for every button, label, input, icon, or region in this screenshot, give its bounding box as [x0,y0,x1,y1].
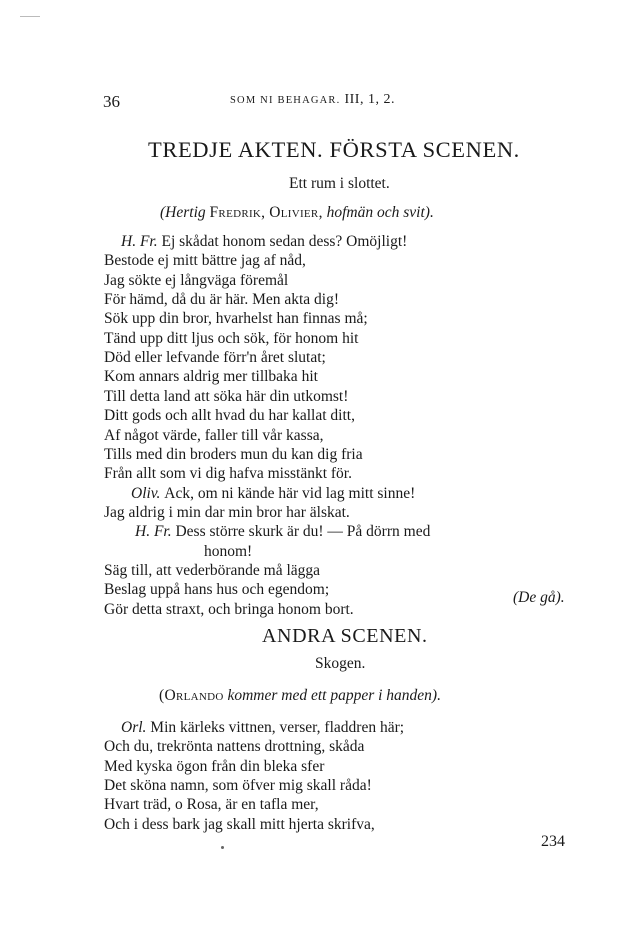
verse-text: Ej skådat honom sedan dess? Omöjligt! [161,233,408,250]
verse-line [104,367,318,386]
verse-text: Bestode ej mitt bättre jag af nåd, [104,252,306,270]
verse-line [104,406,355,425]
verse-line [104,795,319,814]
verse-text: honom! [204,542,253,560]
verse-line [104,757,324,776]
verse-text: Af något värde, faller till vår kassa, [104,426,324,444]
verse-line [104,348,326,367]
stage-rest: kommer med ett papper i handen). [227,687,441,704]
verse-text: Dess större skurk är du! — På dörrn med [175,523,431,541]
speaker-name: H. Fr. [121,233,162,250]
verse-line [104,737,364,756]
running-title-caps: SOM NI BEHAGAR. [230,95,341,106]
speaker-name: Oliv. [131,484,165,502]
character-name: Fredrik, [209,204,266,221]
verse-line [104,445,363,464]
stage-direction [160,204,434,222]
verse-text: Med kyska ögon från din bleka sfer [104,757,325,775]
verse-line [204,542,252,561]
running-title-ref: III, 1, 2. [344,92,395,107]
verse-text: Sök upp din bror, hvarhelst han finnas må; [104,310,368,328]
stage-rest: hofmän och svit). [326,204,434,221]
speaker-name: H. Fr. [135,523,176,541]
verse-text: Jag sökte ej långväga föremål [104,271,289,289]
character-name: Olivier, [269,204,323,221]
verse-line [104,561,320,580]
verse-line [104,290,339,309]
ink-dot [221,846,224,849]
verse-text: Beslag uppå hans hus och egendom; [104,581,330,599]
verse-text: Ditt gods och allt hvad du har kallat ditt, [104,407,355,425]
verse-text: Tänd upp ditt ljus och sök, för honom hit [104,329,359,347]
verse-text: Gör detta straxt, och bringa honom bort. [104,600,354,618]
verse-line [104,503,350,522]
verse-text: Hvart träd, o Rosa, är en tafla mer, [104,796,319,814]
verse-line [121,718,404,737]
verse-line [135,522,430,541]
exit-direction: (De gå). [513,589,565,606]
verse-line [104,426,324,445]
verse-text: Ack, om ni kände här vid lag mitt sinne! [164,484,416,502]
verse-line [104,464,352,483]
verse-text: Jag aldrig i min dar min bror har älskat. [104,503,350,521]
verse-text: Min kärleks vittnen, verser, fladdren här; [150,719,405,736]
verse-text: För hämd, då du är här. Men akta dig! [104,291,340,309]
verse-line [104,815,375,834]
signature-number: 234 [541,833,565,850]
page-number: 36 [103,92,120,111]
verse-line [104,600,354,619]
verse-text: Tills med din broders mun du kan dig fria [104,445,363,463]
verse-line [104,309,368,328]
scene-setting: Skogen. [315,655,366,672]
stage-open: (Hertig [160,204,206,221]
verse-line [104,251,306,270]
verse-text: Och i dess bark jag skall mitt hjerta skrifva, [104,815,375,833]
verse-text: Säg till, att vederbörande må lägga [104,561,321,579]
verse-line [121,232,407,251]
verse-line [131,484,415,503]
speaker-name: Orl. [121,719,151,736]
verse-line [104,387,348,406]
verse-text: Död eller lefvande förr'n året slutat; [104,349,326,367]
verse-text: Kom annars aldrig mer tillbaka hit [104,368,318,386]
scene-setting: Ett rum i slottet. [289,175,390,192]
verse-line [104,776,372,795]
act-scene-title: TREDJE AKTEN. FÖRSTA SCENEN. [148,137,520,162]
verse-text: Och du, trekrönta nattens drottning, skåda [104,738,365,756]
verse-line [104,329,358,348]
character-name: (Orlando [159,687,224,704]
verse-line [104,271,288,290]
running-title [230,92,395,108]
verse-text: Det sköna namn, som öfver mig skall råda! [104,777,372,795]
verse-text: Till detta land att söka här din utkomst! [104,387,349,405]
stage-direction [159,687,441,705]
verse-line [104,580,329,599]
scan-mark [20,16,40,17]
verse-text: Från allt som vi dig hafva misstänkt för. [104,465,352,483]
scene-title: ANDRA SCENEN. [262,625,428,647]
